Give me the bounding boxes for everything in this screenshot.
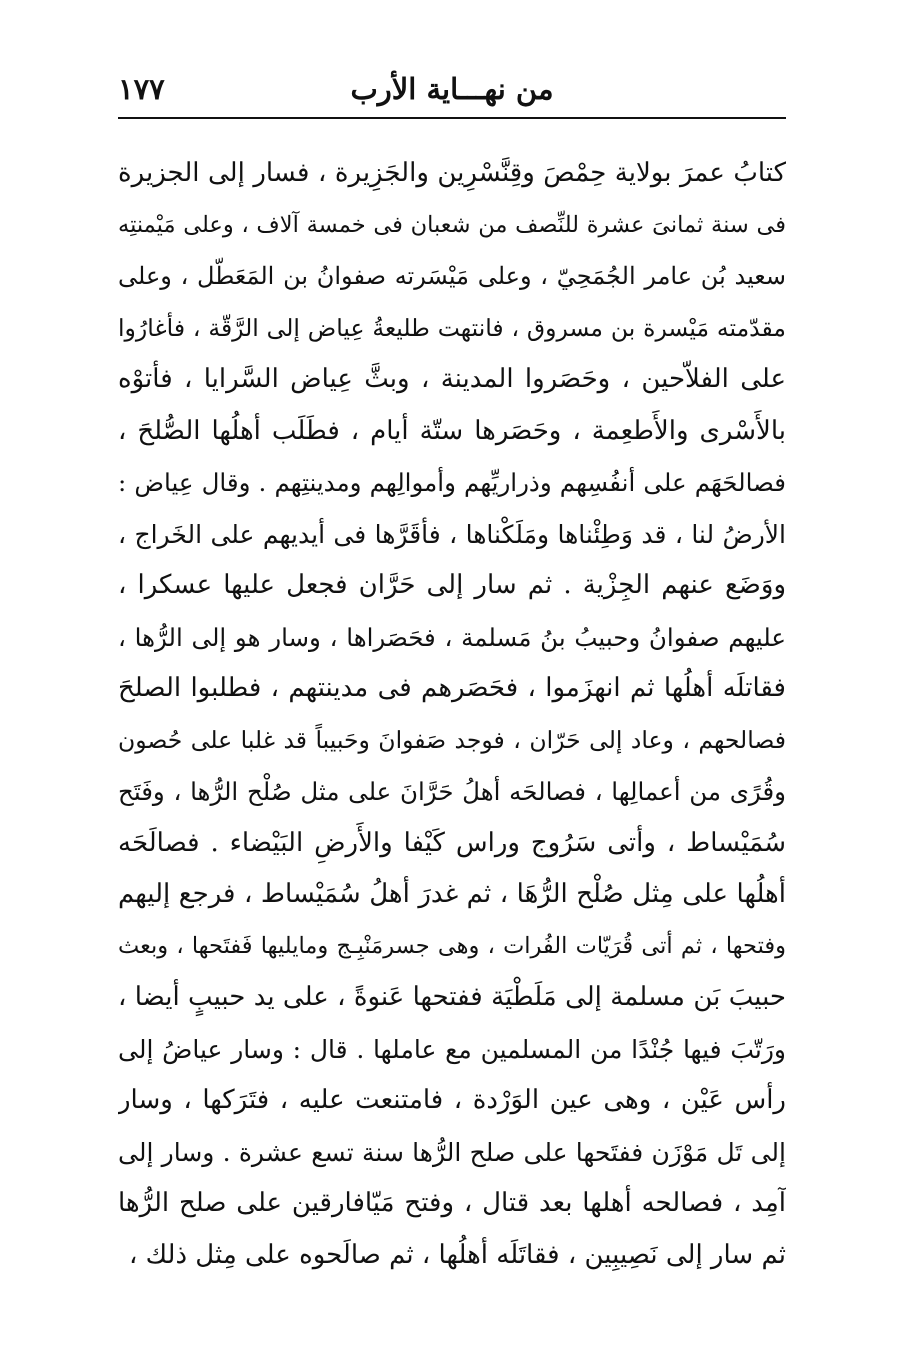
text-line: كتابُ عمرَ بولاية حِمْصَ وقِنَّسْرِين والجَزِيرة ، فسار إلى الجزيرة [118, 158, 786, 188]
text-line: فصالحَهَم على أنفُسِهم وذراريِّهم وأموالِهم ومدينتِهم . وقال عِياض : [118, 468, 786, 497]
text-line: فصالحهم ، وعاد إلى حَرّان ، فوجد صَفوانَ وحَبيباً قد غلبا على حُصون [118, 725, 786, 754]
text-line: إلى تَل مَوْزَن ففتَحها على صلح الرُّها سنة تسع عشرة . وسار إلى [118, 1137, 786, 1167]
text-line: بالأَسْرى والأَطعِمة ، وحَصَرها ستّة أيام ، فطَلَب أهلُها الصُّلحَ ، [118, 415, 786, 446]
text-line: عليهم صفوانُ وحبيبُ بنُ مَسلمة ، فحَصَراها ، وسار هو إلى الرُّها ، [118, 622, 786, 652]
page-title: من نهـــاية الأرب [350, 72, 554, 106]
text-line: سُمَيْساط ، وأتى سَرُوج وراس كَيْفا والأَرضِ البَيْضاء . فصالَحَه [118, 827, 786, 858]
text-line: سعيد بُن عامر الجُمَحِيّ ، وعلى مَيْسَرته صفوانُ بن المَعَطّل ، وعلى [118, 262, 786, 290]
text-line: الأرضُ لنا ، قد وَطِئْناها ومَلَكْناها ، فأقَرَّها فى أيديهم على الخَراج ، [118, 519, 786, 549]
page-number: ١٧٧ [118, 72, 165, 106]
running-header [118, 0, 786, 106]
text-line: ثم سار إلى نَصِيبِين ، فقاتَلَه أهلُها ، ثم صالَحوه على مِثل ذلك ، [128, 1239, 786, 1270]
header-rule [118, 117, 786, 119]
text-line: ورَتّبَ فيها جُنْدًا من المسلمين مع عاملها . قال : وسار عياضُ إلى [118, 1034, 786, 1064]
text-line: حبيبَ بَن مسلمة إلى مَلَطْيَة ففتحها عَنوةً ، على يد حبيبٍ أيضا ، [118, 982, 786, 1012]
body-text [118, 148, 786, 1281]
text-line: على الفلاّحين ، وحَصَروا المدينة ، وبثَّ عِياض السَّرايا ، فأتوْه [118, 364, 786, 394]
text-line: آمِد ، فصالحه أهلها بعد قتال ، وفتح مَيّافارقين على صلح الرُّها [118, 1188, 786, 1218]
text-line: أهلُها على مِثل صُلْح الرُّهَا ، ثم غدرَ أهلُ سُمَيْساط ، فرجع إليهم [118, 879, 786, 909]
text-line: مقدّمته مَيْسرة بن مسروق ، فانتهت طليعةُ عِياض إلى الرَّقّة ، فأغارُوا [118, 313, 786, 342]
text-line: فقاتلَه أهلُها ثم انهزَموا ، فحَصَرهم فى مدينتهم ، فطلبوا الصلحَ [118, 673, 786, 703]
text-line: وقُرًى من أعمالِها ، فصالحَه أهلُ حَرَّانَ على مثل صُلْح الرُّها ، وفَتَح [118, 777, 786, 806]
text-line: ووَضَع عنهم الجِزْية . ثم سار إلى حَرَّان فجعل عليها عسكرا ، [118, 570, 786, 600]
text-line: رأس عَيْن ، وهى عين الوَرْدة ، فامتنعت عليه ، فتَرَكها ، وسار [118, 1085, 786, 1115]
text-line: فى سنة ثمانىَ عشرة للنِّصف من شعبان فى خمسة آلاف ، وعلى مَيْمنتِه [118, 211, 786, 238]
text-line: وفتحها ، ثم أتى قُرَيّات الفُرات ، وهى جسرمَنْبِـج ومايليها فَفتَحها ، وبعث [118, 932, 786, 959]
